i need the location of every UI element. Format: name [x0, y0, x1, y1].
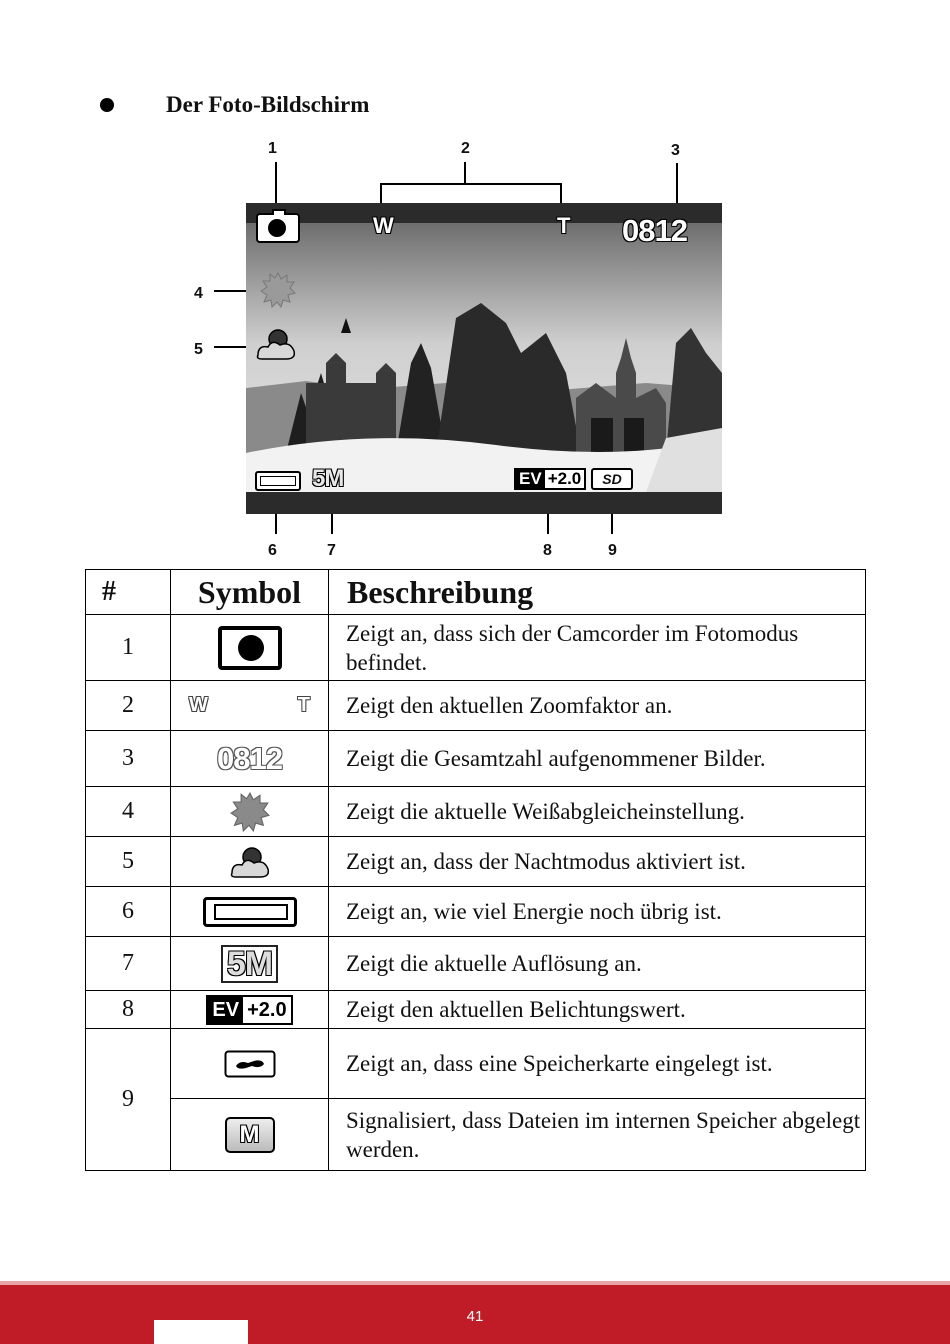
battery-icon: [203, 897, 297, 927]
callout-1: 1: [268, 140, 277, 157]
callout-7: 7: [327, 542, 336, 559]
internal-memory-icon: [225, 1117, 275, 1153]
row-description: Zeigt die aktuelle Auflösung an.: [329, 937, 866, 991]
callout-8: 8: [543, 542, 552, 559]
callout-2: 2: [461, 140, 470, 157]
resolution-symbol: 5M: [221, 945, 278, 983]
internal-memory-label: M: [239, 1120, 260, 1148]
sd-card-icon: [591, 468, 633, 490]
row-description: Zeigt an, wie viel Energie noch übrig ist.: [329, 887, 866, 937]
zoom-tele-label: T: [557, 213, 571, 238]
callout-6: 6: [268, 542, 277, 559]
sd-card-icon: [224, 1050, 276, 1078]
table-row: [86, 1099, 866, 1171]
white-balance-icon: [230, 792, 270, 832]
header-symbol: Symbol: [171, 570, 329, 615]
row-description: Signalisiert, dass Dateien im internen Speicher abgelegt werden.: [329, 1099, 866, 1171]
ev-label: EV: [208, 997, 243, 1023]
night-mode-icon: [228, 845, 272, 879]
bullet-point: [100, 98, 114, 112]
leader-bracket-2-stem: [464, 162, 466, 184]
table-row: [86, 1029, 866, 1099]
row-symbol: [171, 887, 329, 937]
white-balance-icon: [260, 272, 296, 308]
row-symbol: [171, 787, 329, 837]
row-number: 6: [86, 887, 171, 937]
camera-mode-icon: [256, 213, 300, 243]
table-row: [86, 837, 866, 887]
row-number: 1: [86, 615, 171, 681]
row-number: 8: [86, 991, 171, 1029]
section-heading: Der Foto-Bildschirm: [166, 92, 370, 117]
row-symbol: [171, 1099, 329, 1171]
table-row: [86, 937, 866, 991]
resolution-label: 5M: [312, 465, 344, 492]
camera-icon: [218, 626, 282, 670]
row-description: Zeigt den aktuellen Belichtungswert.: [329, 991, 866, 1029]
ev-indicator: [206, 995, 292, 1025]
row-number: 3: [86, 731, 171, 787]
callout-4: 4: [194, 285, 203, 302]
page-number: 41: [466, 1308, 484, 1325]
row-description: Zeigt die aktuelle Weißabgleicheinstellung.: [329, 787, 866, 837]
table-row: [86, 615, 866, 681]
page-footer: [0, 1281, 950, 1344]
row-symbol: [171, 615, 329, 681]
table-row: [86, 991, 866, 1029]
row-symbol: [171, 837, 329, 887]
screen-bottom-bar: [246, 492, 722, 514]
ev-value: +2.0: [545, 470, 585, 488]
shot-counter-symbol: 0812: [217, 740, 282, 776]
callout-3: 3: [671, 142, 680, 159]
ev-label: EV: [516, 470, 545, 488]
row-description: Zeigt an, dass der Nachtmodus aktiviert ist.: [329, 837, 866, 887]
table-row: [86, 731, 866, 787]
symbol-table: [85, 569, 866, 1171]
callout-9: 9: [608, 542, 617, 559]
row-symbol: [171, 731, 329, 787]
sd-card-label: SD: [602, 471, 622, 487]
table-header-row: [86, 570, 866, 615]
row-description: Zeigt an, dass eine Speicherkarte eingelegt ist.: [329, 1029, 866, 1099]
camera-screen: [246, 203, 722, 514]
ev-indicator: [514, 468, 586, 490]
row-number: 2: [86, 681, 171, 731]
row-number: 9: [86, 1029, 171, 1171]
row-number: 5: [86, 837, 171, 887]
row-symbol: [171, 991, 329, 1029]
row-symbol: [171, 937, 329, 991]
callout-5: 5: [194, 341, 203, 358]
row-number: 7: [86, 937, 171, 991]
battery-icon: [255, 471, 301, 491]
header-description: Beschreibung: [329, 570, 866, 615]
night-mode-icon: [254, 327, 298, 361]
zoom-wide-label: W: [373, 213, 394, 238]
row-number: 4: [86, 787, 171, 837]
footer-shade: [0, 1281, 950, 1285]
shot-counter: 0812: [622, 213, 687, 248]
zoom-tele-symbol: T: [297, 694, 310, 716]
table-row: [86, 887, 866, 937]
row-description: Zeigt den aktuellen Zoomfaktor an.: [329, 681, 866, 731]
row-description: Zeigt die Gesamtzahl aufgenommener Bilder.: [329, 731, 866, 787]
leader-bracket-2: [380, 183, 562, 185]
table-row: [86, 681, 866, 731]
header-number: #: [86, 570, 171, 615]
winter-scene-photo: [246, 223, 722, 492]
row-symbol: [171, 1029, 329, 1099]
row-description: Zeigt an, dass sich der Camcorder im Fotomodus befindet.: [329, 615, 866, 681]
zoom-wide-symbol: W: [189, 694, 208, 716]
ev-value: +2.0: [243, 997, 290, 1023]
table-row: [86, 787, 866, 837]
footer-tab: [154, 1320, 248, 1344]
row-symbol: [171, 681, 329, 731]
